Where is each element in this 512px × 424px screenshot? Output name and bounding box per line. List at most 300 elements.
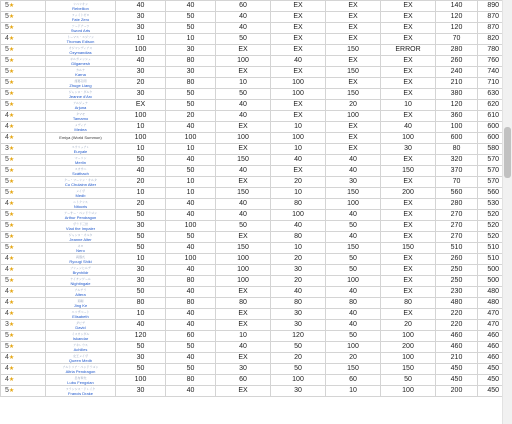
star-icon: ★ [8, 168, 15, 174]
stat-cell: EX [326, 56, 381, 67]
servant-name-link[interactable]: Rebellion [72, 5, 89, 11]
servant-name-link[interactable]: Medea [74, 126, 87, 132]
star-icon: ★ [8, 201, 15, 207]
table-row [1, 34, 503, 45]
servant-name-link[interactable]: Nightingale [70, 280, 91, 286]
stat-cell: 50 [166, 100, 216, 111]
servant-name-link[interactable]: Thomas Edison [66, 38, 95, 44]
star-icon: ★ [8, 58, 15, 64]
name-reading: スカサハ [74, 166, 87, 171]
total-cell: 520 [478, 210, 503, 221]
stat-cell: 480 [436, 298, 478, 309]
total-cell: 500 [478, 276, 503, 287]
name-reading: マーリン [74, 155, 87, 160]
servant-name-link[interactable]: Ryougi Shiki [69, 258, 92, 264]
table-row [1, 276, 503, 287]
servant-name-link[interactable]: Medb [75, 192, 86, 198]
rarity-cell: 4★ [1, 298, 46, 309]
servant-name-link[interactable]: Nero [76, 247, 85, 253]
servant-name-cell [46, 364, 116, 375]
table-body [1, 1, 503, 397]
stat-cell: 150 [326, 67, 381, 78]
servant-name-cell [46, 342, 116, 353]
stat-cell: 30 [166, 67, 216, 78]
scrollbar-thumb[interactable] [504, 127, 511, 178]
stat-cell: 30 [116, 386, 166, 397]
stat-cell: 150 [381, 166, 436, 177]
servant-name-link[interactable]: Arjuna [74, 104, 87, 110]
stat-cell: 100 [116, 45, 166, 56]
servant-name-link[interactable]: Karna [75, 71, 86, 77]
table-row [1, 133, 503, 144]
stat-cell: EX [271, 111, 326, 122]
stat-cell: 50 [166, 89, 216, 100]
table-row [1, 287, 503, 298]
stat-cell: 40 [166, 122, 216, 133]
stat-cell: 20 [326, 353, 381, 364]
stat-cell: EX [381, 56, 436, 67]
stat-cell: EX [271, 1, 326, 12]
stat-cell: 150 [326, 243, 381, 254]
stat-cell: 80 [166, 375, 216, 386]
stat-cell: 10 [216, 78, 271, 89]
name-reading: リベリオン [73, 1, 88, 6]
stat-cell: 10 [166, 188, 216, 199]
stat-cell: 100 [116, 375, 166, 386]
stat-cell: 150 [326, 364, 381, 375]
rarity-cell: 5★ [1, 45, 46, 56]
table-row [1, 243, 503, 254]
star-icon: ★ [8, 289, 15, 295]
stat-cell: 10 [271, 188, 326, 199]
stat-cell: 70 [436, 34, 478, 45]
servant-name-cell [46, 276, 116, 287]
total-cell: 570 [478, 177, 503, 188]
stat-cell: EX [381, 89, 436, 100]
servant-name-cell [46, 298, 116, 309]
name-reading: ジャンヌ・ダルク [68, 89, 93, 94]
stat-cell: 40 [216, 210, 271, 221]
servant-name-link[interactable]: Brynhildr [72, 269, 89, 275]
stat-cell: EX [271, 34, 326, 45]
star-icon: ★ [8, 333, 15, 339]
rarity-cell: 5★ [1, 221, 46, 232]
stat-cell: 30 [166, 45, 216, 56]
stat-cell: 40 [326, 210, 381, 221]
rarity-cell: 5★ [1, 12, 46, 23]
name-reading: アキレウス [73, 342, 88, 347]
star-icon: ★ [8, 47, 15, 53]
star-icon: ★ [8, 377, 15, 383]
servant-name-link[interactable]: Tamamo [72, 115, 89, 121]
stat-cell: 150 [326, 188, 381, 199]
name-reading: ヴラド三世 [72, 221, 88, 226]
stat-cell: 100 [216, 276, 271, 287]
total-cell: 870 [478, 23, 503, 34]
table-row [1, 100, 503, 111]
servant-name-link[interactable]: Jeanne Alter [69, 236, 92, 242]
total-cell: 460 [478, 342, 503, 353]
star-icon: ★ [8, 212, 15, 218]
rarity-cell: 4★ [1, 122, 46, 133]
star-icon: ★ [8, 102, 15, 108]
servant-name-cell [46, 232, 116, 243]
stat-cell: 40 [166, 287, 216, 298]
stat-cell: 20 [381, 320, 436, 331]
table-row [1, 1, 503, 12]
star-icon: ★ [8, 300, 15, 306]
servant-name-link[interactable]: Sword Arts [70, 27, 91, 33]
stat-cell: EX [271, 100, 326, 111]
rarity-cell: 5★ [1, 276, 46, 287]
total-cell: 600 [478, 122, 503, 133]
stat-cell: 50 [116, 232, 166, 243]
stat-cell: 100 [381, 133, 436, 144]
servant-name-link[interactable]: Achilles [73, 346, 88, 352]
stat-cell: EX [216, 386, 271, 397]
servant-name-link[interactable]: Zhuge Liang [69, 82, 92, 88]
stat-cell: 30 [116, 67, 166, 78]
servant-name-cell [46, 265, 116, 276]
name-reading: ネロ [77, 243, 84, 248]
stat-cell: 150 [326, 89, 381, 100]
total-cell: 470 [478, 309, 503, 320]
star-icon: ★ [8, 190, 15, 196]
stat-cell: 100 [216, 56, 271, 67]
servant-name-cell [46, 386, 116, 397]
total-cell: 820 [478, 34, 503, 45]
table-row [1, 12, 503, 23]
servant-name-link[interactable]: Jeanne d'Arc [68, 93, 93, 99]
rarity-cell: 5★ [1, 243, 46, 254]
stat-cell: 40 [216, 166, 271, 177]
servant-name-link[interactable]: Ozymandias [69, 49, 92, 55]
stat-cell: 200 [381, 342, 436, 353]
total-cell: 870 [478, 12, 503, 23]
star-icon: ★ [8, 14, 15, 20]
stat-cell: 50 [116, 364, 166, 375]
stat-cell: 150 [326, 45, 381, 56]
stat-cell: 50 [166, 12, 216, 23]
servant-name-link[interactable]: Elisabeth [72, 313, 89, 319]
table-row [1, 199, 503, 210]
servant-name-link[interactable]: Iskandar [72, 335, 89, 341]
rarity-cell: 5★ [1, 210, 46, 221]
name-reading: 両儀式 [75, 254, 85, 259]
stat-cell: 10 [166, 144, 216, 155]
total-cell: 470 [478, 320, 503, 331]
name-reading: アルジュナ [73, 100, 88, 105]
stat-cell: 50 [116, 342, 166, 353]
stat-cell: 100 [166, 133, 216, 144]
servant-name-link[interactable]: Vlad the Impaler [65, 225, 96, 231]
stat-cell: EX [216, 287, 271, 298]
stat-cell: 80 [216, 298, 271, 309]
stat-cell: 80 [271, 298, 326, 309]
stat-cell: 100 [271, 375, 326, 386]
rarity-cell: 4★ [1, 309, 46, 320]
total-cell: 450 [478, 386, 503, 397]
stat-cell: 20 [116, 78, 166, 89]
servant-name-link[interactable]: Lubu Fengxian [67, 379, 94, 385]
stat-cell: EX [326, 122, 381, 133]
table-row [1, 320, 503, 331]
star-icon: ★ [8, 91, 15, 97]
stat-cell: 30 [326, 177, 381, 188]
stat-cell: 30 [216, 364, 271, 375]
star-icon: ★ [8, 223, 15, 229]
stat-cell: 30 [116, 89, 166, 100]
total-cell: 450 [478, 364, 503, 375]
stat-cell: 40 [271, 287, 326, 298]
star-icon: ★ [8, 355, 15, 361]
stat-cell: EX [271, 166, 326, 177]
servant-name-cell [46, 188, 116, 199]
stat-cell: 50 [216, 34, 271, 45]
stat-cell: 40 [216, 199, 271, 210]
stat-cell: 40 [166, 320, 216, 331]
name-reading: フェイトゼロ [71, 12, 90, 17]
servant-name-link[interactable]: Scáthach [72, 170, 89, 176]
vertical-scrollbar[interactable] [502, 0, 512, 424]
stat-cell: 50 [166, 232, 216, 243]
name-reading: ギルガメッシュ [70, 56, 91, 61]
stat-cell: 40 [116, 1, 166, 12]
rarity-cell: 4★ [1, 34, 46, 45]
stat-cell: EX [381, 265, 436, 276]
table-row [1, 56, 503, 67]
name-reading: イスカンダル [71, 331, 90, 336]
stat-cell: 10 [116, 188, 166, 199]
stat-cell: 100 [326, 276, 381, 287]
stat-cell: 40 [326, 166, 381, 177]
stat-cell: 40 [166, 243, 216, 254]
star-icon: ★ [8, 245, 15, 251]
table-row [1, 254, 503, 265]
stat-cell: 10 [271, 122, 326, 133]
stat-cell: 40 [326, 232, 381, 243]
total-cell: 480 [478, 287, 503, 298]
servant-name-cell [46, 221, 116, 232]
stat-cell: 40 [166, 265, 216, 276]
stat-cell: 50 [326, 265, 381, 276]
rarity-cell: 5★ [1, 166, 46, 177]
servant-name-cell [46, 254, 116, 265]
stat-cell: EX [381, 111, 436, 122]
stat-cell: 70 [436, 177, 478, 188]
star-icon: ★ [8, 344, 15, 350]
servant-name-link[interactable]: Arthur Pendragon [64, 214, 97, 220]
servant-name-link[interactable]: Merlin [75, 159, 86, 165]
stat-cell: 40 [216, 100, 271, 111]
stat-cell: 30 [271, 320, 326, 331]
stat-cell: 40 [166, 199, 216, 210]
name-reading: メイヴ [76, 188, 85, 193]
servant-name-link[interactable]: Euryale [73, 148, 88, 154]
stat-cell: 280 [436, 45, 478, 56]
stat-cell: 80 [326, 298, 381, 309]
stat-cell: 80 [271, 232, 326, 243]
servant-name-cell [46, 199, 116, 210]
table-row [1, 364, 503, 375]
stat-cell: 30 [116, 265, 166, 276]
name-reading: 荊軻 [77, 298, 84, 303]
name-reading: ナイチンゲール [70, 276, 91, 281]
stat-cell: EX [216, 353, 271, 364]
stat-cell: 10 [381, 100, 436, 111]
rarity-cell: 5★ [1, 232, 46, 243]
servant-name-cell [46, 375, 116, 386]
servant-name-cell [46, 23, 116, 34]
table-row [1, 386, 503, 397]
stat-cell: 100 [216, 265, 271, 276]
table-row [1, 309, 503, 320]
stat-cell: 100 [381, 331, 436, 342]
stat-cell: EX [216, 144, 271, 155]
stat-cell: 210 [436, 78, 478, 89]
total-cell: 780 [478, 45, 503, 56]
stat-cell: 240 [436, 67, 478, 78]
stat-cell: EX [381, 1, 436, 12]
servant-name-cell [46, 177, 116, 188]
star-icon: ★ [8, 135, 15, 141]
stat-cell: EX [216, 177, 271, 188]
table-row [1, 144, 503, 155]
stat-cell: EX [381, 67, 436, 78]
stat-cell: EX [381, 287, 436, 298]
servant-name-link[interactable]: David [75, 324, 86, 330]
total-cell: 460 [478, 331, 503, 342]
stat-cell: EX [116, 100, 166, 111]
servant-name: Emiya (World Summon) [59, 135, 102, 140]
stat-cell: 10 [326, 386, 381, 397]
table-row [1, 265, 503, 276]
stat-cell: 100 [271, 210, 326, 221]
table-row [1, 45, 503, 56]
rarity-cell: 3★ [1, 144, 46, 155]
rarity-cell: 4★ [1, 133, 46, 144]
stat-cell: 40 [166, 155, 216, 166]
table-row [1, 221, 503, 232]
name-reading: 呂布奉先 [74, 375, 87, 380]
total-cell: 520 [478, 221, 503, 232]
stat-cell: 80 [436, 144, 478, 155]
servant-name-link[interactable]: Jing Ke [73, 302, 88, 308]
star-icon: ★ [8, 69, 15, 75]
rarity-cell: 4★ [1, 375, 46, 386]
total-cell: 760 [478, 56, 503, 67]
rarity-cell: 5★ [1, 1, 46, 12]
stat-cell: 50 [216, 89, 271, 100]
total-cell: 710 [478, 78, 503, 89]
rarity-cell: 5★ [1, 386, 46, 397]
stat-cell: 50 [166, 23, 216, 34]
stat-cell: 100 [381, 386, 436, 397]
stat-cell: 10 [166, 177, 216, 188]
name-reading: アルテラ [74, 287, 87, 292]
name-reading: アルトリア・ペンドラゴン [62, 364, 99, 369]
total-cell: 630 [478, 89, 503, 100]
name-reading: 諸葛孔明 [74, 78, 87, 83]
stat-cell: 40 [271, 221, 326, 232]
stat-cell: 10 [116, 144, 166, 155]
table-row [1, 232, 503, 243]
servant-name-link[interactable]: Fate Zero [71, 16, 90, 22]
stat-cell: 100 [216, 133, 271, 144]
rarity-cell: 5★ [1, 342, 46, 353]
stat-cell: 50 [271, 342, 326, 353]
stat-cell: 50 [381, 375, 436, 386]
stat-cell: EX [381, 23, 436, 34]
stat-cell: 80 [381, 298, 436, 309]
stat-cell: 10 [271, 243, 326, 254]
stat-cell: 100 [166, 254, 216, 265]
servant-name-cell [46, 34, 116, 45]
rarity-cell: 4★ [1, 364, 46, 375]
stat-cell: 450 [436, 375, 478, 386]
servant-name-link[interactable]: Francis Drake [68, 390, 93, 396]
stat-cell: EX [216, 232, 271, 243]
stat-cell: 40 [166, 386, 216, 397]
stat-cell: 30 [116, 12, 166, 23]
stat-cell: EX [271, 23, 326, 34]
stat-cell: 60 [326, 375, 381, 386]
stat-cell: 380 [436, 89, 478, 100]
stat-cell: 50 [326, 331, 381, 342]
stat-cell: 50 [326, 254, 381, 265]
servant-name-cell [46, 111, 116, 122]
servant-name-link[interactable]: Queen Medb [68, 357, 93, 363]
stat-cell: EX [326, 34, 381, 45]
star-icon: ★ [8, 322, 15, 328]
stat-cell: 40 [271, 56, 326, 67]
total-cell: 740 [478, 67, 503, 78]
stat-cell: 270 [436, 221, 478, 232]
rarity-cell: 4★ [1, 287, 46, 298]
table-row [1, 353, 503, 364]
stat-cell: 460 [436, 331, 478, 342]
stat-cell: 40 [166, 210, 216, 221]
stat-cell: 80 [271, 199, 326, 210]
stat-cell: EX [326, 144, 381, 155]
stat-cell: 280 [436, 199, 478, 210]
total-cell: 480 [478, 298, 503, 309]
stat-cell: 30 [271, 265, 326, 276]
servant-name-link[interactable]: Altera [75, 291, 86, 297]
servant-name-link[interactable]: Gilgamesh [70, 60, 91, 66]
servant-name-link[interactable]: Altria Pendragon [65, 368, 96, 374]
star-icon: ★ [8, 25, 15, 31]
stat-cell: 80 [166, 56, 216, 67]
total-cell: 600 [478, 133, 503, 144]
stat-cell: 30 [116, 353, 166, 364]
total-cell: 460 [478, 353, 503, 364]
stat-cell: 50 [116, 287, 166, 298]
stat-cell: EX [381, 78, 436, 89]
stat-cell: 100 [116, 133, 166, 144]
stat-cell: 20 [116, 177, 166, 188]
rarity-cell: 5★ [1, 177, 46, 188]
servant-name-link[interactable]: Cu Chulainn Alter [64, 181, 97, 187]
name-reading: エリザベート [71, 309, 90, 314]
stat-cell: 270 [436, 232, 478, 243]
table-row [1, 375, 503, 386]
stat-cell: 40 [216, 23, 271, 34]
stat-cell: 10 [216, 331, 271, 342]
stat-cell: 10 [116, 309, 166, 320]
stat-cell: 80 [166, 298, 216, 309]
servant-name-link[interactable]: Nitocris [73, 203, 88, 209]
